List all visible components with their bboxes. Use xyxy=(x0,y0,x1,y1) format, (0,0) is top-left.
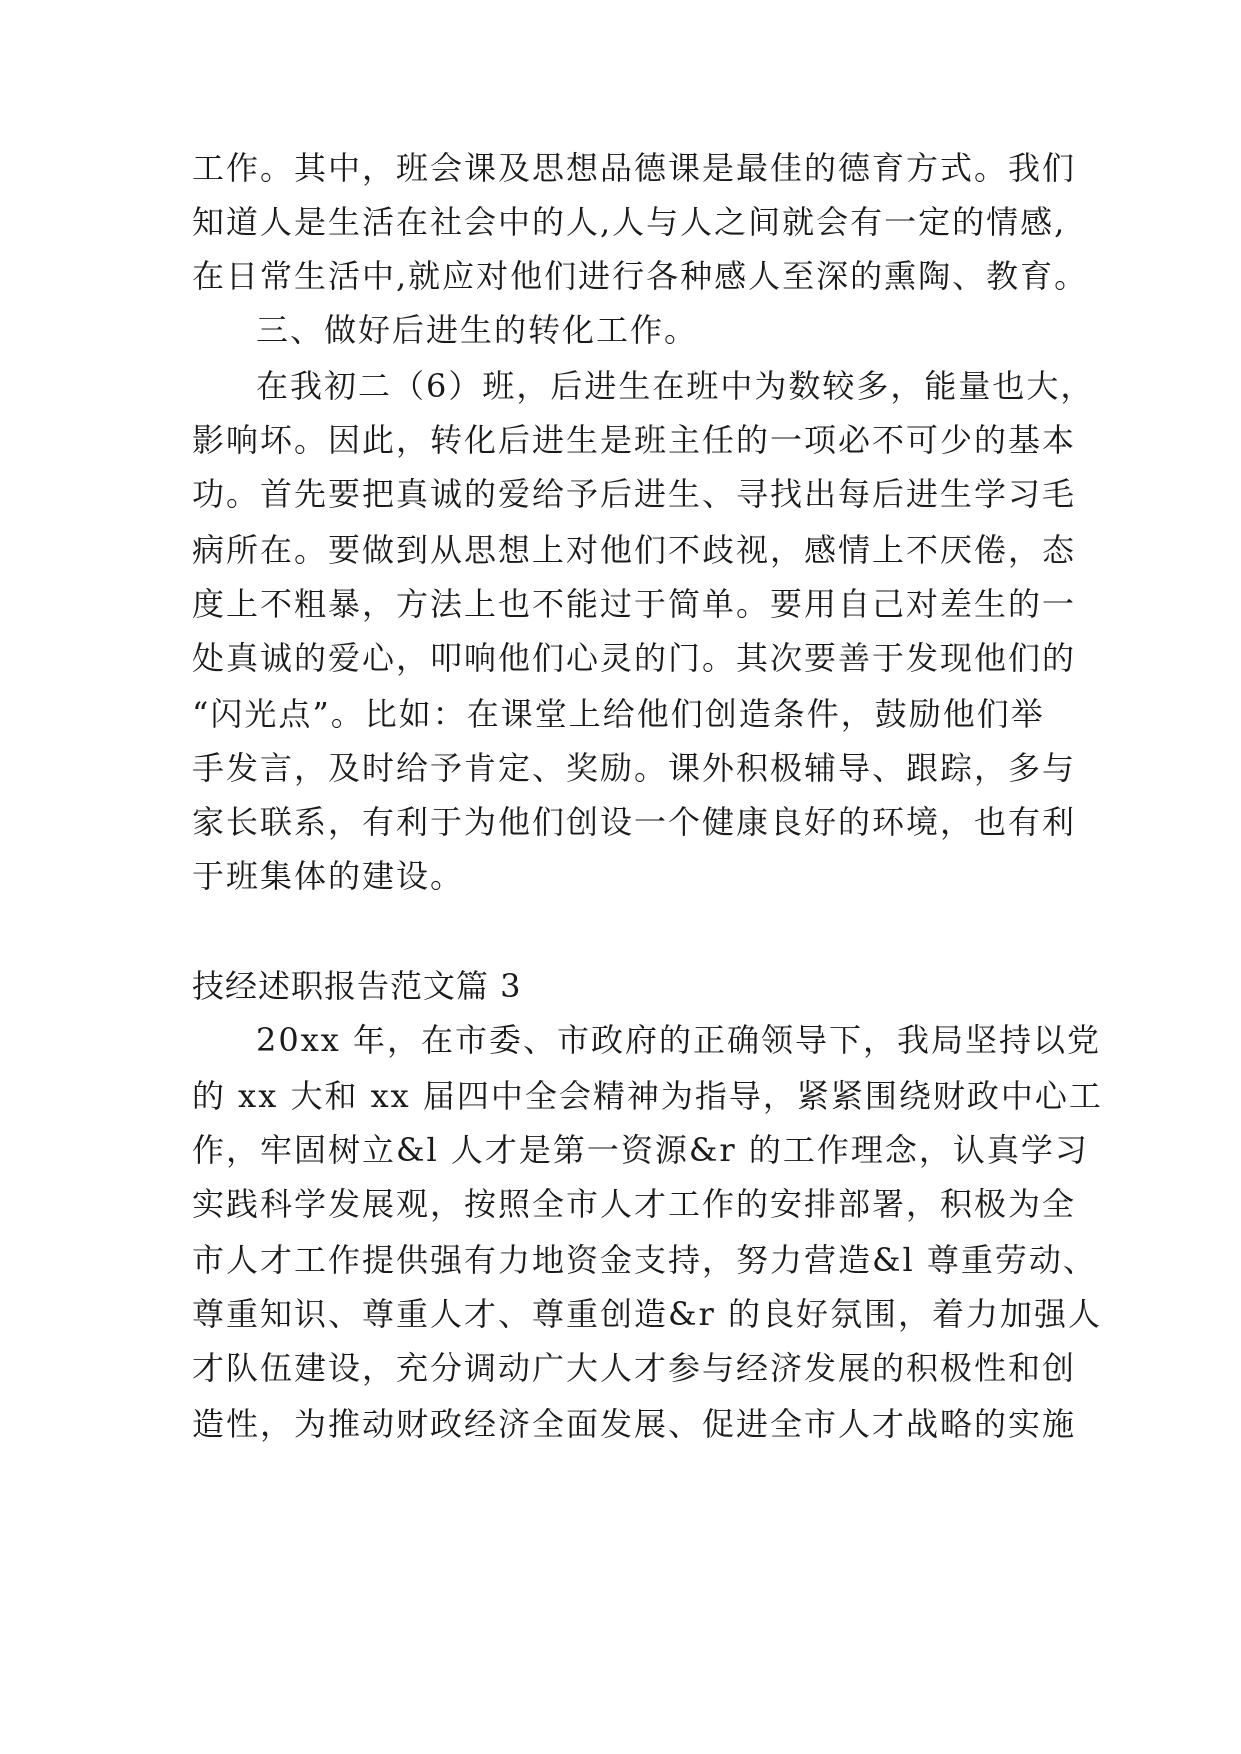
paragraph-line: 影响坏。因此，转化后进生是班主任的一项必不可少的基本 xyxy=(192,421,1077,459)
paragraph-line: 造性，为推动财政经济全面发展、促进全市人才战略的实施 xyxy=(192,1405,1077,1443)
paragraph-line: 在我初二（6）班，后进生在班中为数较多，能量也大， xyxy=(256,367,1095,405)
paragraph-line: 的 xx 大和 xx 届四中全会精神为指导，紧紧围绕财政中心工 xyxy=(192,1077,1103,1115)
paragraph-line: 处真诚的爱心，叩响他们心灵的门。其次要善于发现他们的 xyxy=(192,639,1077,677)
paragraph-line: 20xx 年，在市委、市政府的正确领导下，我局坚持以党 xyxy=(256,1021,1101,1059)
paragraph-line: 尊重知识、尊重人才、尊重创造&r 的良好氛围，着力加强人 xyxy=(192,1295,1102,1333)
paragraph-line: 功。首先要把真诚的爱给予后进生、寻找出每后进生学习毛 xyxy=(192,475,1077,513)
paragraph-line: 病所在。要做到从思想上对他们不歧视，感情上不厌倦，态 xyxy=(192,531,1077,569)
article-title: 技经述职报告范文篇 3 xyxy=(192,967,522,1005)
section-heading: 三、做好后进生的转化工作。 xyxy=(256,311,699,349)
paragraph-line: 家长联系，有利于为他们创设一个健康良好的环境，也有利 xyxy=(192,803,1077,841)
paragraph-line: 市人才工作提供强有力地资金支持，努力营造&l 尊重劳动、 xyxy=(192,1241,1097,1279)
paragraph-line: 作，牢固树立&l 人才是第一资源&r 的工作理念，认真学习 xyxy=(192,1131,1089,1169)
paragraph-line: 于班集体的建设。 xyxy=(192,857,465,895)
paragraph-line: 在日常生活中,就应对他们进行各种感人至深的熏陶、教育。 xyxy=(192,257,1089,295)
paragraph-line: 度上不粗暴，方法上也不能过于简单。要用自己对差生的一 xyxy=(192,585,1077,623)
paragraph-line: 才队伍建设，充分调动广大人才参与经济发展的积极性和创 xyxy=(192,1349,1077,1387)
paragraph-line: 知道人是生活在社会中的人,人与人之间就会有一定的情感, xyxy=(192,203,1067,241)
paragraph-line: 手发言，及时给予肯定、奖励。课外积极辅导、跟踪，多与 xyxy=(192,749,1077,787)
paragraph-line: “闪光点”。比如：在课堂上给他们创造条件，鼓励他们举 xyxy=(192,695,1045,733)
paragraph-line: 工作。其中，班会课及思想品德课是最佳的德育方式。我们 xyxy=(192,149,1077,187)
paragraph-line: 实践科学发展观，按照全市人才工作的安排部署，积极为全 xyxy=(192,1185,1077,1223)
